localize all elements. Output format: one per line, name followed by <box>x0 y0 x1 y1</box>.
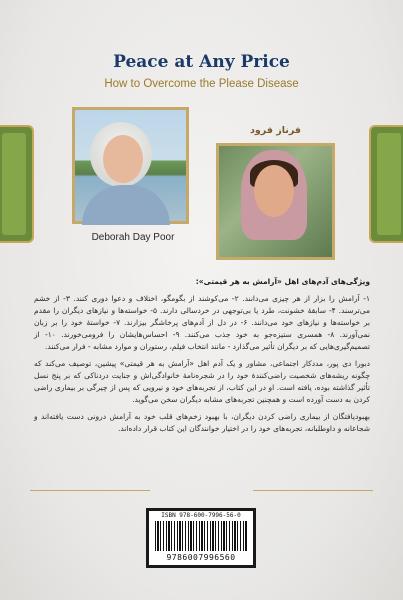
closing-paragraph: بهبودیافتگان از بیماری راضی کردن دیگران، با بهبود زخم‌های قلب خود به آرامش درونی دست یافته‌اند و شجاعانه و داوطلبانه، تجربه‌های خود را در اختیار خوانندگان این کتاب قرار داده‌اند. <box>34 412 370 433</box>
translator-face <box>254 165 294 217</box>
barcode <box>146 508 256 568</box>
book-subtitle: How to Overcome the Please Disease <box>104 78 299 90</box>
divider-left <box>30 490 150 491</box>
barcode-bars <box>155 521 247 551</box>
description-block <box>34 276 370 440</box>
barcode-number: 9786007996560 <box>166 553 236 562</box>
author-about: دبورا دی پور، مددکار اجتماعی، مشاور و یک آدم اهل «آرامش به هر قیمتی» پیشین، توصیف می‌کند که چگونه ریشه‌های شخصیت راضی‌کنندهٔ خود را در شجره‌نامهٔ خانوادگی‌اش و جنایت دردناکی که بر پنج نسل تأثیر گذاشته بوده، یافته است. او در این کتاب، از تجربه‌های خود و نیرویی که پس از چیرگی بر بیماری راضی کردن به دست آورده است و همچنین تجربه‌های مشابه دیگران سخن می‌گوید. <box>34 359 370 404</box>
divider-right <box>253 490 373 491</box>
isbn-label: ISBN 978-600-7996-56-0 <box>161 512 241 519</box>
traits-list: ۱- آرامش را بزار از هر چیزی می‌دانند. ۲- می‌کوشند از بگومگو، اختلاف و دعوا دوری کنند. ۳- از خشم می‌ترسند. ۴- سابقهٔ خشونت، طرد یا بی‌توجهی در خردسالی دارند. ۵- خواسته‌ها و نیازهای دیگران را مقدم بر خواسته‌ها و نیازهای خود می‌دانند. ۶- در دل از آدم‌های پرخاشگر بیزارند. ۷- خواستهٔ خود را بر زبان نمی‌آورند. ۸- همسری ستیزه‌جو به خود جذب می‌کنند. ۹- احساس‌هایشان را فرومی‌خورند. ۱۰- از تصمیم‌گیری‌هایی که بر دیگران تأثیر می‌گذارد - مانند انتخاب فیلم، رستوران و موارد مشابه - فرار می‌کنند. <box>34 294 371 351</box>
translator-name: فرناز فرود <box>250 125 301 136</box>
book-title: Peace at Any Price <box>113 52 290 72</box>
traits-heading: ویژگی‌های آدم‌های اهل «آرامش به هر قیمتی»: <box>195 277 370 286</box>
author-name: Deborah Day Poor <box>91 232 175 243</box>
author-face <box>103 135 143 183</box>
right-green-tab <box>369 125 403 243</box>
left-green-tab <box>0 125 34 243</box>
